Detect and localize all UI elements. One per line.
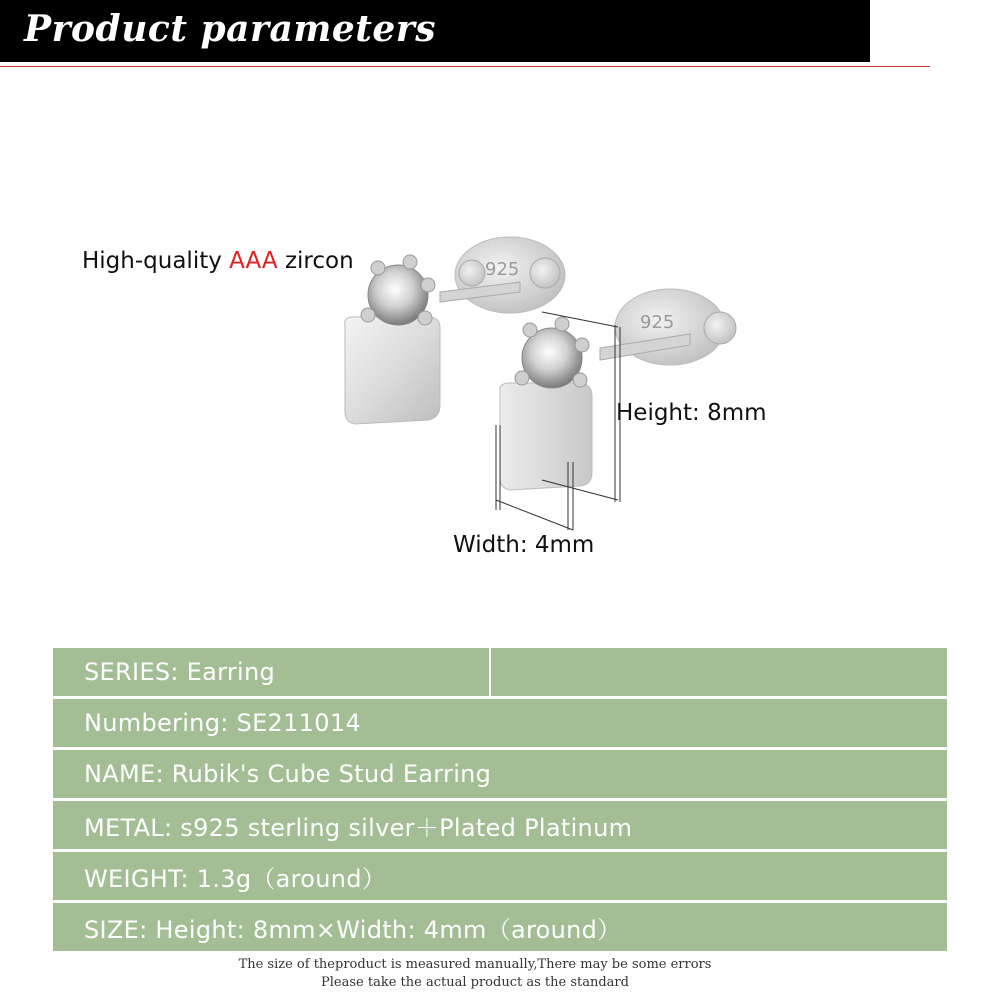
zircon-prefix: High-quality [82, 248, 230, 274]
spec-size: SIZE: Height: 8mm×Width: 4mm（around） [84, 915, 622, 944]
spec-weight: WEIGHT: 1.3g（around） [84, 864, 387, 893]
zircon-suffix: zircon [277, 248, 354, 274]
height-callout: Height: 8mm [616, 400, 767, 426]
zircon-accent: AAA [229, 248, 278, 274]
header-bar [0, 0, 870, 62]
spec-series: SERIES: Earring [84, 658, 276, 686]
disclaimer-line-1: The size of theproduct is measured manually,There may be some errors [238, 957, 712, 972]
row-divider [489, 648, 491, 696]
disclaimer-line-2: Please take the actual product as the standard [321, 975, 629, 990]
spec-row-name [53, 750, 947, 798]
stamp-925-2: 925 [640, 312, 675, 333]
earring-right [500, 289, 736, 490]
spec-metal: METAL: s925 sterling silver＋Plated Platinum [84, 813, 633, 842]
spec-row-weight [53, 852, 947, 900]
page-title: Product parameters [24, 8, 437, 50]
header-divider [0, 66, 930, 67]
spec-name: NAME: Rubik's Cube Stud Earring [84, 760, 492, 788]
spec-numbering: Numbering: SE211014 [84, 709, 361, 737]
spec-row-numbering [53, 699, 947, 747]
spec-table [53, 648, 947, 954]
stamp-925: 925 [485, 259, 520, 280]
zircon-callout [82, 248, 354, 274]
spec-row-series [53, 648, 947, 696]
spec-row-size [53, 903, 947, 951]
spec-row-metal [53, 801, 947, 849]
width-callout: Width: 4mm [453, 532, 595, 558]
